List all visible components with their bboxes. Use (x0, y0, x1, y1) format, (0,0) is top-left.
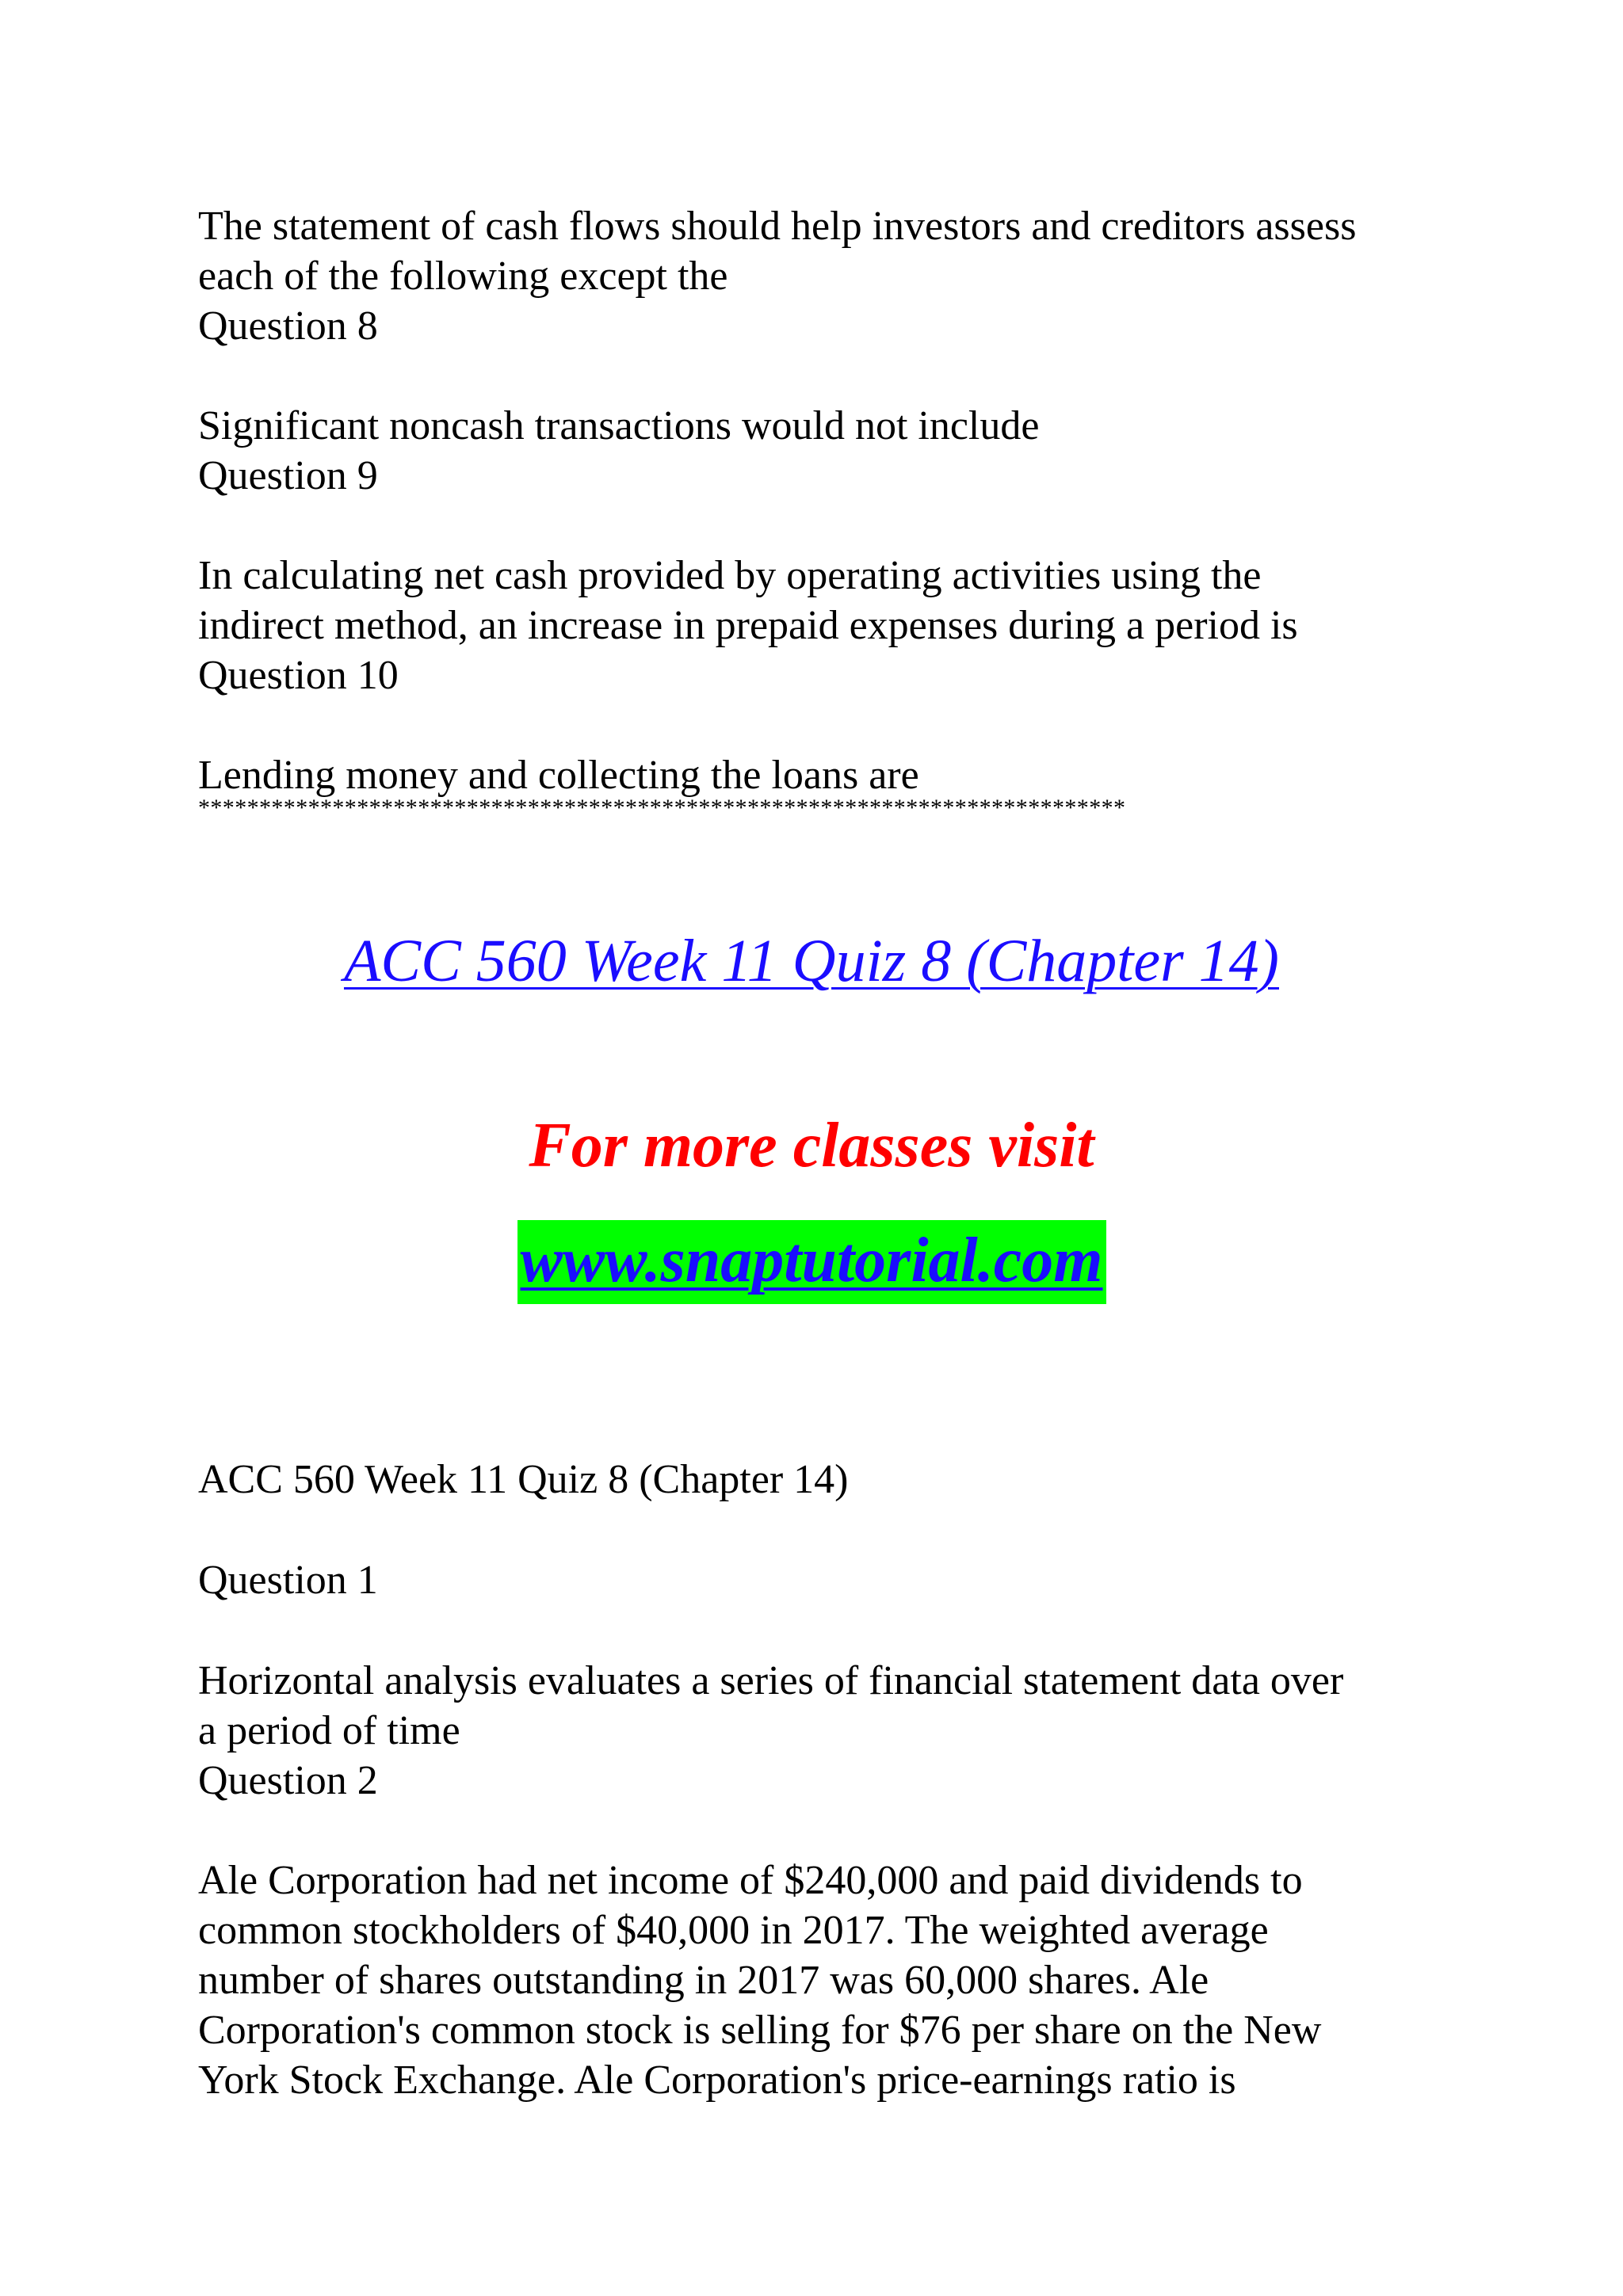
site-link-container (0, 1220, 1623, 1304)
quiz-heading: ACC 560 Week 11 Quiz 8 (Chapter 14) (198, 1457, 849, 1502)
question-10-text: Lending money and collecting the loans are (198, 753, 919, 798)
question-2-text: Ale Corporation had net income of $240,000 and paid dividends to common stockholders of $40,000 in 2017. The weighted average number of shares outstanding in 2017 was 60,000 shares. Ale Corporation's common stock is selling for $76 per share on the New York Stock Exchange. Ale Corporation's price-earnings ratio is (198, 1858, 1322, 2103)
question-1-text: Horizontal analysis evaluates a series of financial statement data over a period of time (198, 1658, 1344, 1753)
question-8-label: Question 8 (198, 303, 378, 349)
question-9-text: In calculating net cash provided by operating activities using the indirect method, an increase in prepaid expenses during a period is (198, 553, 1298, 648)
question-7-text: The statement of cash flows should help investors and creditors assess each of the following except the (198, 204, 1357, 299)
question-10-label: Question 10 (198, 653, 399, 698)
site-link[interactable]: www.snaptutorial.com (517, 1220, 1106, 1304)
question-8-text: Significant noncash transactions would not include (198, 403, 1040, 448)
promo-text: For more classes visit (529, 1111, 1094, 1180)
course-title-link[interactable]: ACC 560 Week 11 Quiz 8 (Chapter 14) (343, 928, 1279, 994)
separator-stars: **************************************************************************** (198, 795, 1126, 821)
question-1-label: Question 1 (198, 1558, 378, 1603)
question-9-label: Question 9 (198, 453, 378, 498)
question-2-label: Question 2 (198, 1758, 378, 1803)
